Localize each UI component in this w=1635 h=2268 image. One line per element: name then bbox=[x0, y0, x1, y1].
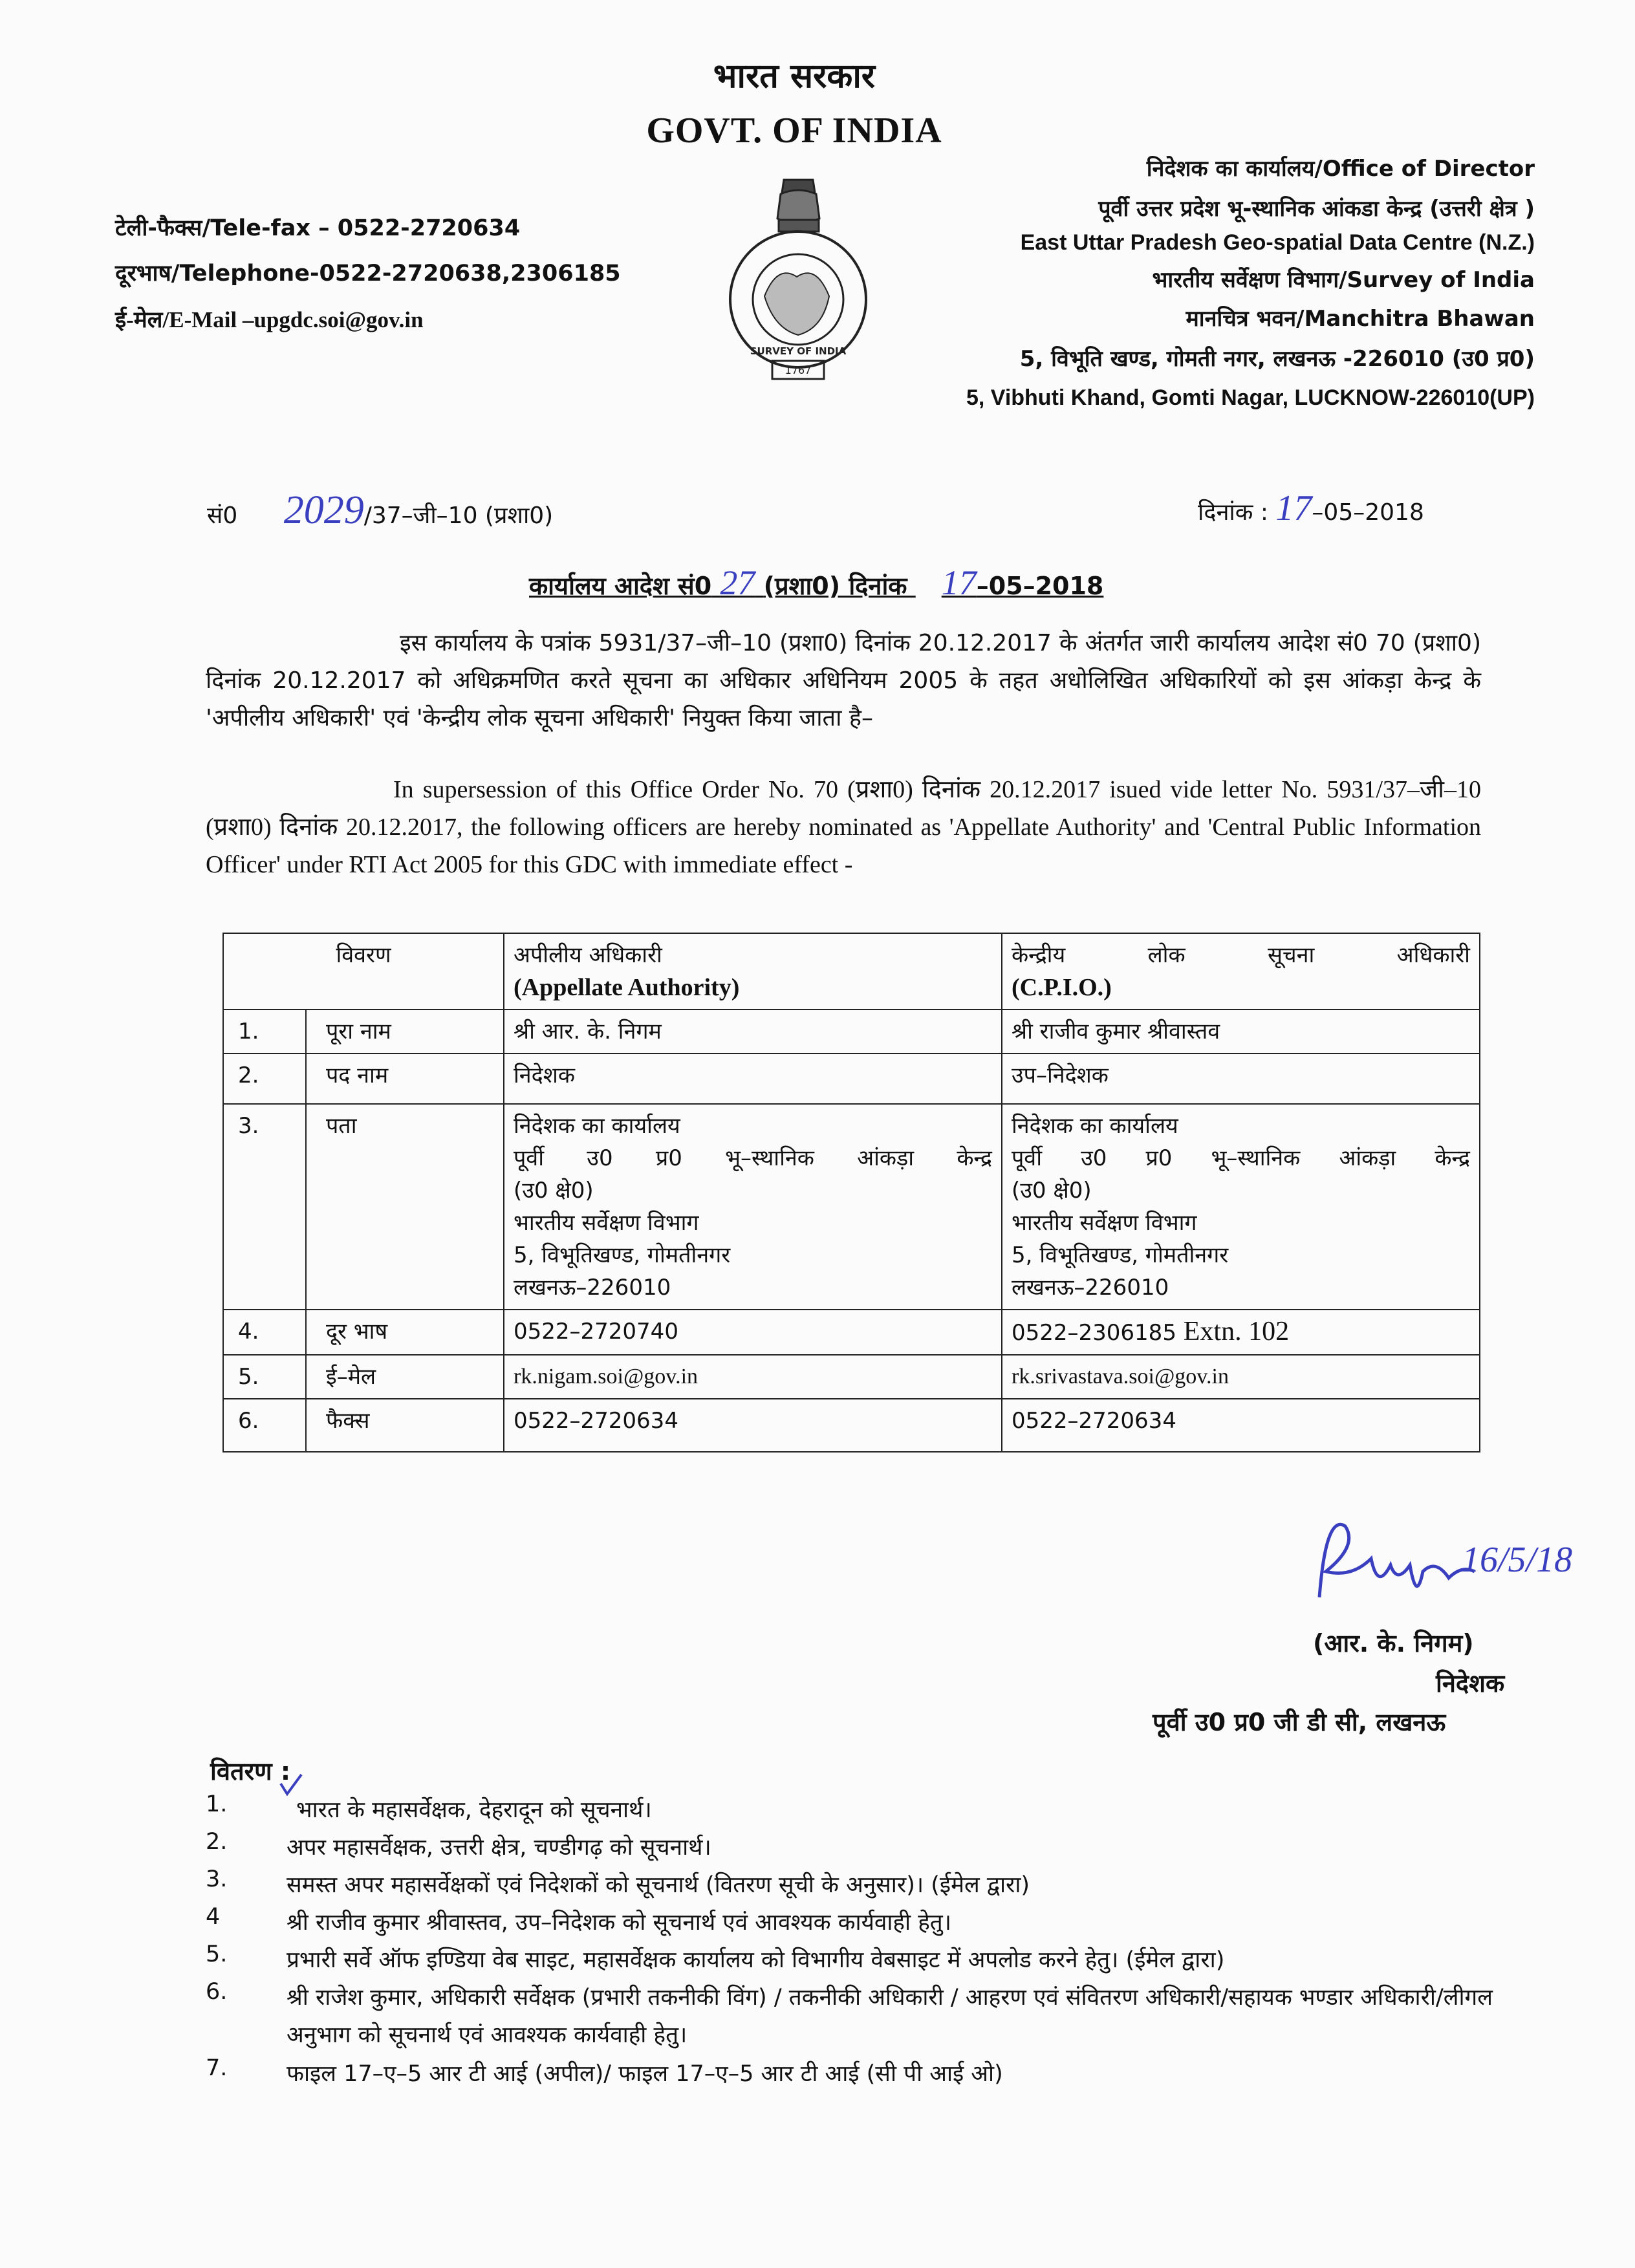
handwritten-date-day: 17 bbox=[1275, 488, 1312, 528]
header-appellate: अपीलीय अधिकारी (Appellate Authority) bbox=[504, 933, 1002, 1010]
paragraph-english: In supersession of this Office Order No. 70 (प्रशा0) दिनांक 20.12.2017 isued vide letter No. 5931/37–जी–10 (प्रशा0) दिनांक 20.12.2017, the following officers are hereby nominated as 'Appellate Authority' and 'Central Public Information Officer' under RTI Act 2005 for this GDC with immediate effect - bbox=[206, 776, 1481, 878]
paragraph-hindi: इस कार्यालय के पत्रांक 5931/37–जी–10 (प्रशा0) दिनांक 20.12.2017 के अंतर्गत जारी कार्यालय आदेश सं0 70 (प्रशा0) दिनांक 20.12.2017 को अधिक्रमणित करते सूचना का अधिकार अधिनियम 2005 के तहत अधोलिखित अधिकारियों को इस आंकड़ा केन्द्र के 'अपीलीय अधिकारी' एवं 'केन्द्रीय लोक सूचना अधिकारी' नियुक्त किया जाता है– bbox=[206, 630, 1481, 731]
table-row: 1. पूरा नाम श्री आर. के. निगम श्री राजीव कुमार श्रीवास्तव bbox=[223, 1010, 1480, 1053]
table-row: 3. पता निदेशक का कार्यालय पूर्वी उ0 प्र0 भू–स्थानिक आंकड़ा केन्द्र (उ0 क्षे0) भारतीय सर्वेक्षण विभाग 5, विभूतिखण्ड, गोमतीनगर लखनऊ–226010 निदेशक का कार्यालय पूर्वी उ0 प्र0 भू–स्थानिक आंकड़ा केन्द्र (उ0 क्षे0) भारतीय सर्वेक्षण विभाग 5, विभूतिखण्ड, गोमतीनगर लखनऊ–226010 bbox=[223, 1104, 1480, 1310]
signatory-name: (आर. के. निगम) bbox=[1313, 1629, 1474, 1658]
office-line-6: 5, विभूति खण्ड, गोमती नगर, लखनऊ -226010 (उ0 प्र0) bbox=[1019, 346, 1535, 372]
officers-table bbox=[222, 933, 1480, 1453]
reference-date: दिनांक : 17–05–2018 bbox=[1198, 488, 1424, 528]
office-line-7: 5, Vibhuti Khand, Gomti Nagar, LUCKNOW-226010(UP) bbox=[966, 385, 1535, 410]
office-line-3: East Uttar Pradesh Geo-spatial Data Centre (N.Z.) bbox=[1020, 230, 1535, 255]
table-row: 5. ई–मेल rk.nigam.soi@gov.in rk.srivastava.soi@gov.in bbox=[223, 1355, 1480, 1399]
emblem-year: 1767 bbox=[785, 364, 812, 376]
contact-phone: दूरभाष/Telephone-0522-2720638,2306185 bbox=[115, 261, 621, 286]
table-row: 4. दूर भाष 0522–2720740 0522–2306185 Extn. 102 bbox=[223, 1310, 1480, 1355]
signatory-office: पूर्वी उ0 प्र0 जी डी सी, लखनऊ bbox=[1153, 1708, 1446, 1736]
distribution-heading: वितरण : bbox=[210, 1757, 291, 1786]
handwritten-order-number: 27 bbox=[720, 563, 755, 602]
handwritten-signature bbox=[1300, 1500, 1597, 1623]
office-line-4: भारतीय सर्वेक्षण विभाग/Survey of India bbox=[1152, 267, 1535, 293]
office-line-2: पूर्वी उत्तर प्रदेश भू-स्थानिक आंकडा केन्द्र (उत्तरी क्षेत्र ) bbox=[1098, 196, 1535, 222]
reference-number: सं0 2029/37–जी–10 (प्रशा0) bbox=[207, 488, 554, 532]
appellate-address: निदेशक का कार्यालय पूर्वी उ0 प्र0 भू–स्थानिक आंकड़ा केन्द्र (उ0 क्षे0) भारतीय सर्वेक्षण विभाग 5, विभूतिखण्ड, गोमतीनगर लखनऊ–226010 bbox=[504, 1104, 1002, 1310]
table-row: 6. फैक्स 0522–2720634 0522–2720634 bbox=[223, 1399, 1480, 1452]
header-title-english: GOVT. OF INDIA bbox=[646, 111, 942, 151]
signature-date: 16/5/18 bbox=[1462, 1540, 1573, 1580]
table-row: 2. पद नाम निदेशक उप–निदेशक bbox=[223, 1053, 1480, 1104]
emblem-seal-text: SURVEY OF INDIA bbox=[750, 345, 847, 357]
signatory-designation: निदेशक bbox=[1436, 1669, 1505, 1698]
header-title-hindi: भारत सरकार bbox=[713, 57, 876, 96]
contact-email: ई-मेल/E-Mail –upgdc.soi@gov.in bbox=[115, 307, 424, 332]
handwritten-ref-number: 2029 bbox=[283, 488, 364, 532]
header-details: विवरण bbox=[223, 933, 504, 1010]
office-line-1: निदेशक का कार्यालय/Office of Director bbox=[1146, 156, 1535, 182]
office-line-5: मानचित्र भवन/Manchitra Bhawan bbox=[1186, 306, 1535, 332]
cpio-address: निदेशक का कार्यालय पूर्वी उ0 प्र0 भू–स्थानिक आंकड़ा केन्द्र (उ0 क्षे0) भारतीय सर्वेक्षण विभाग 5, विभूतिखण्ड, गोमतीनगर लखनऊ–226010 bbox=[1002, 1104, 1480, 1310]
contact-fax: टेली-फैक्स/Tele-fax – 0522-2720634 bbox=[115, 215, 521, 241]
table-header-row bbox=[223, 933, 1480, 1010]
header-cpio: केन्द्रीय लोक सूचना अधिकारी (C.P.I.O.) bbox=[1002, 933, 1480, 1010]
national-emblem-icon bbox=[719, 167, 878, 383]
handwritten-order-day: 17 bbox=[941, 563, 977, 602]
order-title: कार्यालय आदेश सं0 27 (प्रशा0) दिनांक 17–05–2018 bbox=[529, 563, 1104, 602]
